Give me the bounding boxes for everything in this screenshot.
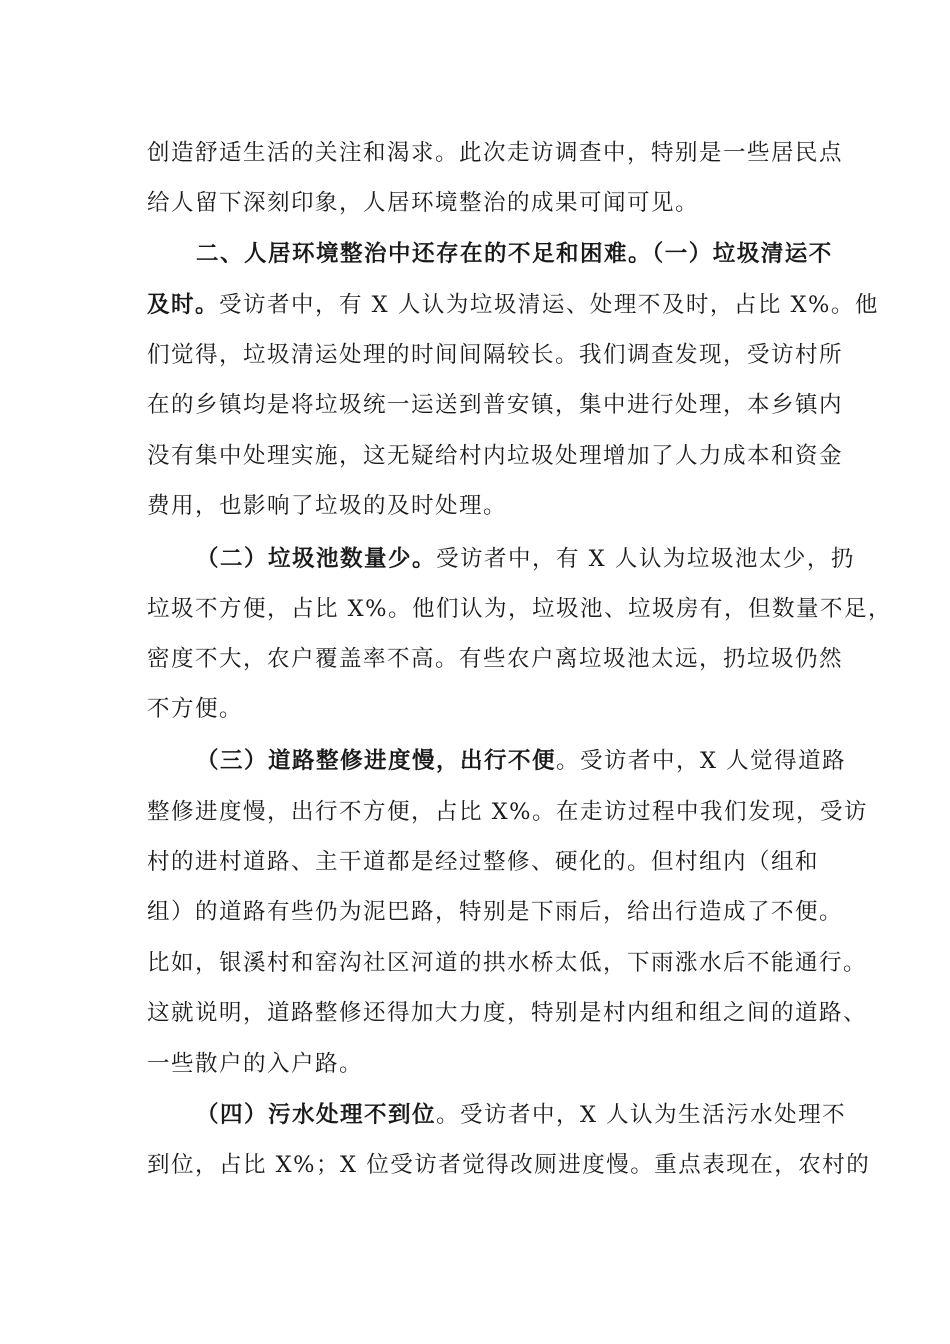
body-line: 创造舒适生活的关注和渴求。此次走访调查中，特别是一些居民点 xyxy=(147,140,844,166)
body-line: 组）的道路有些仍为泥巴路，特别是下雨后，给出行造成了不便。 xyxy=(147,899,844,925)
body-line: 给人留下深刻印象，人居环境整治的成果可闻可见。 xyxy=(147,190,700,216)
body-line: 垃圾不方便，占比 X%。他们认为，垃圾池、垃圾房有，但数量不足， xyxy=(147,596,893,622)
subsection-line: （四）污水处理不到位。受访者中，X 人认为生活污水处理不 xyxy=(196,1102,847,1128)
body-line: 一些散户的入户路。 xyxy=(147,1051,364,1077)
body-line: 密度不大，农户覆盖率不高。有些农户离垃圾池太远，扔垃圾仍然 xyxy=(147,646,844,672)
subsection-line: （二）垃圾池数量少。受访者中，有 X 人认为垃圾池太少，扔 xyxy=(196,546,855,572)
section-heading-line: 二、人居环境整治中还存在的不足和困难。（一）垃圾清运不 xyxy=(196,241,833,267)
body-line: 费用，也影响了垃圾的及时处理。 xyxy=(147,493,508,519)
body-line: 这就说明，道路整修还得加大力度，特别是村内组和组之间的道路、 xyxy=(147,1000,868,1026)
body-line: 村的进村道路、主干道都是经过整修、硬化的。但村组内（组和 xyxy=(147,849,820,875)
body-line: 没有集中处理实施，这无疑给村内垃圾处理增加了人力成本和资金 xyxy=(147,443,844,469)
subsection-line: （三）道路整修进度慢，出行不便。受访者中，X 人觉得道路 xyxy=(196,748,847,774)
body-line: 比如，银溪村和窑沟社区河道的拱水桥太低，下雨涨水后不能通行。 xyxy=(147,950,868,976)
body-line: 及时。受访者中，有 X 人认为垃圾清运、处理不及时，占比 X%。他 xyxy=(147,292,879,318)
body-line: 不方便。 xyxy=(147,696,244,722)
body-line: 在的乡镇均是将垃圾统一运送到普安镇，集中进行处理，本乡镇内 xyxy=(147,392,844,418)
body-line: 整修进度慢，出行不方便，占比 X%。在走访过程中我们发现，受访 xyxy=(147,799,869,825)
body-line: 们觉得，垃圾清运处理的时间间隔较长。我们调查发现，受访村所 xyxy=(147,342,844,368)
body-line: 到位，占比 X%；X 位受访者觉得改厕进度慢。重点表现在，农村的 xyxy=(147,1152,871,1178)
